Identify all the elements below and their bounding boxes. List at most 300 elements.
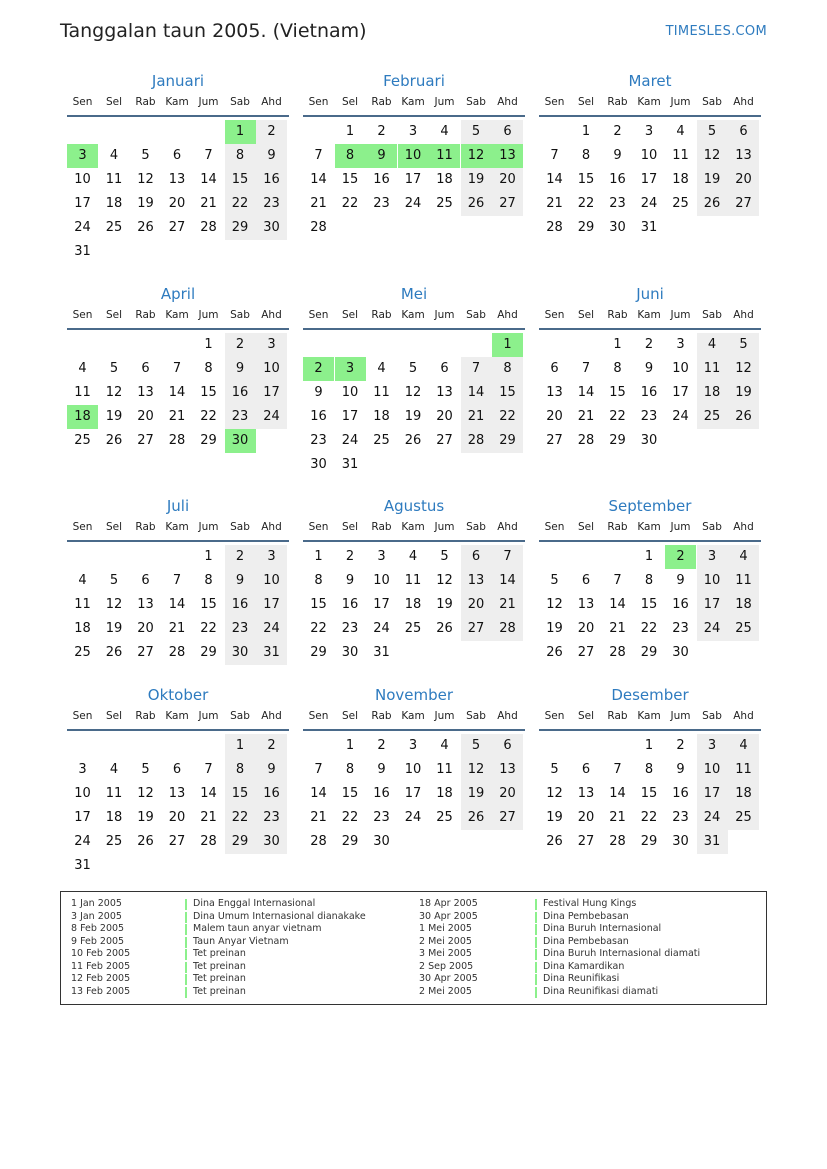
day-cell[interactable]: 30	[341, 645, 359, 660]
day-cell[interactable]: 23	[373, 196, 390, 211]
day-cell[interactable]: 31	[74, 244, 91, 259]
day-cell[interactable]: 19	[137, 196, 154, 211]
day-cell[interactable]: 12	[105, 385, 123, 400]
day-cell[interactable]: 26	[546, 834, 563, 849]
day-cell[interactable]: 24	[341, 433, 359, 448]
day-cell[interactable]: 18	[735, 786, 752, 801]
day-cell[interactable]: 28	[168, 645, 186, 660]
day-cell[interactable]: 17	[404, 786, 422, 801]
day-cell[interactable]: 29	[231, 834, 249, 849]
day-cell[interactable]: 5	[471, 124, 481, 139]
day-cell[interactable]: 22	[231, 810, 249, 825]
day-cell[interactable]: 31	[74, 858, 91, 873]
day-cell[interactable]: 17	[672, 385, 689, 400]
day-cell[interactable]: 23	[609, 196, 626, 211]
day-cell[interactable]: 22	[640, 621, 658, 636]
day-cell[interactable]: 3	[267, 337, 276, 352]
day-cell[interactable]: 16	[231, 597, 249, 612]
day-cell[interactable]: 11	[735, 762, 752, 777]
day-cell[interactable]: 7	[204, 762, 213, 777]
holiday-day-cell[interactable]: 18	[67, 405, 98, 429]
day-cell[interactable]: 18	[436, 172, 453, 187]
day-cell[interactable]: 9	[676, 762, 685, 777]
day-cell[interactable]: 1	[581, 124, 591, 139]
day-cell[interactable]: 10	[263, 361, 280, 376]
day-cell[interactable]: 16	[373, 786, 390, 801]
day-cell[interactable]: 6	[440, 361, 449, 376]
day-cell[interactable]: 19	[404, 409, 422, 424]
holiday-day-cell[interactable]: 12	[461, 144, 492, 168]
day-cell[interactable]: 27	[137, 433, 154, 448]
day-cell[interactable]: 11	[74, 597, 91, 612]
holiday-day-cell[interactable]: 13	[492, 144, 523, 168]
day-cell[interactable]: 18	[373, 409, 390, 424]
day-cell[interactable]: 16	[310, 409, 327, 424]
day-cell[interactable]: 15	[609, 385, 626, 400]
day-cell[interactable]: 6	[739, 124, 748, 139]
day-cell[interactable]: 4	[78, 361, 87, 376]
day-cell[interactable]: 6	[581, 573, 591, 588]
holiday-day-cell[interactable]: 1	[225, 120, 256, 144]
day-cell[interactable]: 29	[231, 220, 249, 235]
day-cell[interactable]: 7	[581, 361, 591, 376]
day-cell[interactable]: 25	[436, 196, 453, 211]
day-cell[interactable]: 28	[310, 834, 327, 849]
day-cell[interactable]: 14	[168, 385, 186, 400]
day-cell[interactable]: 14	[609, 597, 626, 612]
day-cell[interactable]: 27	[467, 621, 485, 636]
day-cell[interactable]: 10	[263, 573, 280, 588]
day-cell[interactable]: 4	[109, 762, 119, 777]
day-cell[interactable]: 26	[404, 433, 422, 448]
day-cell[interactable]: 30	[609, 220, 626, 235]
day-cell[interactable]: 30	[263, 220, 280, 235]
day-cell[interactable]: 14	[168, 597, 186, 612]
day-cell[interactable]: 7	[314, 148, 323, 163]
day-cell[interactable]: 28	[546, 220, 563, 235]
day-cell[interactable]: 17	[74, 810, 91, 825]
day-cell[interactable]: 20	[499, 172, 516, 187]
day-cell[interactable]: 28	[609, 645, 626, 660]
day-cell[interactable]: 14	[609, 786, 626, 801]
day-cell[interactable]: 2	[267, 738, 276, 753]
day-cell[interactable]: 19	[735, 385, 752, 400]
day-cell[interactable]: 28	[467, 433, 485, 448]
day-cell[interactable]: 24	[640, 196, 658, 211]
day-cell[interactable]: 19	[137, 810, 154, 825]
day-cell[interactable]: 23	[640, 409, 658, 424]
day-cell[interactable]: 17	[341, 409, 359, 424]
day-cell[interactable]: 11	[735, 573, 752, 588]
day-cell[interactable]: 12	[735, 361, 752, 376]
day-cell[interactable]: 1	[345, 124, 355, 139]
day-cell[interactable]: 26	[703, 196, 721, 211]
day-cell[interactable]: 5	[141, 762, 150, 777]
day-cell[interactable]: 8	[581, 148, 591, 163]
holiday-day-cell[interactable]: 8	[335, 144, 366, 168]
day-cell[interactable]: 21	[609, 621, 626, 636]
day-cell[interactable]: 29	[200, 433, 217, 448]
day-cell[interactable]: 3	[267, 549, 276, 564]
day-cell[interactable]: 1	[644, 549, 654, 564]
day-cell[interactable]: 18	[105, 196, 123, 211]
day-cell[interactable]: 3	[377, 549, 386, 564]
day-cell[interactable]: 5	[109, 573, 119, 588]
day-cell[interactable]: 13	[577, 597, 595, 612]
day-cell[interactable]: 2	[235, 549, 245, 564]
day-cell[interactable]: 4	[440, 124, 449, 139]
day-cell[interactable]: 15	[499, 385, 516, 400]
day-cell[interactable]: 16	[672, 597, 689, 612]
day-cell[interactable]: 14	[310, 786, 327, 801]
day-cell[interactable]: 9	[377, 762, 386, 777]
day-cell[interactable]: 6	[141, 361, 150, 376]
day-cell[interactable]: 19	[105, 409, 123, 424]
day-cell[interactable]: 27	[577, 645, 595, 660]
day-cell[interactable]: 24	[74, 834, 91, 849]
day-cell[interactable]: 2	[676, 738, 685, 753]
day-cell[interactable]: 24	[263, 409, 280, 424]
day-cell[interactable]: 18	[672, 172, 689, 187]
day-cell[interactable]: 27	[137, 645, 154, 660]
day-cell[interactable]: 8	[345, 762, 355, 777]
day-cell[interactable]: 4	[676, 124, 685, 139]
day-cell[interactable]: 23	[373, 810, 390, 825]
day-cell[interactable]: 15	[231, 786, 249, 801]
day-cell[interactable]: 9	[235, 361, 245, 376]
day-cell[interactable]: 13	[499, 762, 516, 777]
day-cell[interactable]: 29	[499, 433, 516, 448]
day-cell[interactable]: 13	[168, 172, 186, 187]
day-cell[interactable]: 26	[137, 220, 154, 235]
day-cell[interactable]: 31	[341, 457, 359, 472]
day-cell[interactable]: 17	[703, 597, 721, 612]
day-cell[interactable]: 29	[200, 645, 217, 660]
day-cell[interactable]: 17	[703, 786, 721, 801]
day-cell[interactable]: 28	[499, 621, 516, 636]
day-cell[interactable]: 24	[404, 196, 422, 211]
day-cell[interactable]: 10	[373, 573, 390, 588]
day-cell[interactable]: 20	[137, 409, 154, 424]
day-cell[interactable]: 9	[267, 148, 276, 163]
day-cell[interactable]: 11	[105, 786, 123, 801]
day-cell[interactable]: 26	[436, 621, 453, 636]
day-cell[interactable]: 3	[644, 124, 654, 139]
day-cell[interactable]: 24	[74, 220, 91, 235]
day-cell[interactable]: 21	[168, 621, 186, 636]
day-cell[interactable]: 30	[640, 433, 658, 448]
holiday-day-cell[interactable]: 3	[335, 357, 366, 381]
day-cell[interactable]: 23	[263, 810, 280, 825]
holiday-day-cell[interactable]: 11	[429, 144, 460, 168]
day-cell[interactable]: 25	[105, 220, 123, 235]
day-cell[interactable]: 16	[263, 786, 280, 801]
day-cell[interactable]: 6	[172, 762, 182, 777]
day-cell[interactable]: 5	[739, 337, 748, 352]
day-cell[interactable]: 22	[640, 810, 658, 825]
day-cell[interactable]: 14	[200, 786, 217, 801]
day-cell[interactable]: 27	[546, 433, 563, 448]
day-cell[interactable]: 4	[707, 337, 717, 352]
day-cell[interactable]: 21	[310, 810, 327, 825]
day-cell[interactable]: 5	[440, 549, 449, 564]
day-cell[interactable]: 6	[581, 762, 591, 777]
day-cell[interactable]: 15	[310, 597, 327, 612]
day-cell[interactable]: 28	[310, 220, 327, 235]
day-cell[interactable]: 19	[546, 810, 563, 825]
day-cell[interactable]: 17	[74, 196, 91, 211]
day-cell[interactable]: 29	[577, 220, 595, 235]
day-cell[interactable]: 21	[499, 597, 516, 612]
day-cell[interactable]: 3	[78, 762, 87, 777]
day-cell[interactable]: 4	[739, 549, 748, 564]
day-cell[interactable]: 5	[707, 124, 717, 139]
day-cell[interactable]: 17	[404, 172, 422, 187]
day-cell[interactable]: 28	[577, 433, 595, 448]
day-cell[interactable]: 29	[640, 645, 658, 660]
day-cell[interactable]: 3	[707, 549, 717, 564]
day-cell[interactable]: 13	[546, 385, 563, 400]
day-cell[interactable]: 23	[263, 196, 280, 211]
day-cell[interactable]: 19	[467, 172, 485, 187]
day-cell[interactable]: 19	[436, 597, 453, 612]
day-cell[interactable]: 1	[204, 337, 213, 352]
day-cell[interactable]: 20	[168, 196, 186, 211]
day-cell[interactable]: 5	[471, 738, 481, 753]
day-cell[interactable]: 9	[345, 573, 355, 588]
day-cell[interactable]: 26	[735, 409, 752, 424]
day-cell[interactable]: 22	[310, 621, 327, 636]
day-cell[interactable]: 20	[436, 409, 453, 424]
day-cell[interactable]: 17	[263, 597, 280, 612]
holiday-day-cell[interactable]: 10	[398, 144, 429, 168]
day-cell[interactable]: 27	[499, 810, 516, 825]
day-cell[interactable]: 10	[703, 762, 721, 777]
day-cell[interactable]: 18	[703, 385, 721, 400]
day-cell[interactable]: 6	[503, 738, 512, 753]
day-cell[interactable]: 20	[467, 597, 485, 612]
day-cell[interactable]: 24	[404, 810, 422, 825]
day-cell[interactable]: 25	[404, 621, 422, 636]
day-cell[interactable]: 21	[467, 409, 485, 424]
day-cell[interactable]: 4	[78, 573, 87, 588]
day-cell[interactable]: 6	[172, 148, 182, 163]
day-cell[interactable]: 15	[231, 172, 249, 187]
day-cell[interactable]: 15	[341, 172, 359, 187]
day-cell[interactable]: 28	[200, 834, 217, 849]
holiday-day-cell[interactable]: 3	[67, 144, 98, 168]
day-cell[interactable]: 6	[503, 124, 512, 139]
day-cell[interactable]: 8	[235, 762, 245, 777]
day-cell[interactable]: 18	[74, 621, 91, 636]
day-cell[interactable]: 21	[200, 196, 217, 211]
day-cell[interactable]: 20	[137, 621, 154, 636]
day-cell[interactable]: 31	[703, 834, 721, 849]
day-cell[interactable]: 30	[310, 457, 327, 472]
day-cell[interactable]: 27	[499, 196, 516, 211]
day-cell[interactable]: 1	[345, 738, 355, 753]
day-cell[interactable]: 28	[168, 433, 186, 448]
day-cell[interactable]: 7	[613, 762, 622, 777]
day-cell[interactable]: 8	[644, 762, 654, 777]
day-cell[interactable]: 2	[235, 337, 245, 352]
day-cell[interactable]: 3	[408, 124, 418, 139]
day-cell[interactable]: 11	[404, 573, 422, 588]
day-cell[interactable]: 14	[200, 172, 217, 187]
day-cell[interactable]: 25	[672, 196, 689, 211]
day-cell[interactable]: 10	[74, 172, 91, 187]
day-cell[interactable]: 5	[141, 148, 150, 163]
day-cell[interactable]: 7	[172, 573, 182, 588]
day-cell[interactable]: 14	[467, 385, 485, 400]
day-cell[interactable]: 4	[109, 148, 119, 163]
day-cell[interactable]: 14	[577, 385, 595, 400]
day-cell[interactable]: 17	[373, 597, 390, 612]
day-cell[interactable]: 16	[231, 385, 249, 400]
day-cell[interactable]: 7	[314, 762, 323, 777]
day-cell[interactable]: 1	[204, 549, 213, 564]
day-cell[interactable]: 20	[577, 621, 595, 636]
day-cell[interactable]: 2	[377, 738, 386, 753]
day-cell[interactable]: 15	[200, 597, 217, 612]
day-cell[interactable]: 9	[644, 361, 654, 376]
day-cell[interactable]: 11	[373, 385, 390, 400]
day-cell[interactable]: 12	[546, 786, 563, 801]
day-cell[interactable]: 20	[546, 409, 563, 424]
day-cell[interactable]: 18	[436, 786, 453, 801]
day-cell[interactable]: 13	[577, 786, 595, 801]
day-cell[interactable]: 8	[314, 573, 323, 588]
holiday-day-cell[interactable]: 2	[303, 357, 334, 381]
day-cell[interactable]: 11	[703, 361, 721, 376]
day-cell[interactable]: 30	[231, 645, 249, 660]
day-cell[interactable]: 6	[471, 549, 481, 564]
day-cell[interactable]: 7	[503, 549, 512, 564]
day-cell[interactable]: 25	[703, 409, 721, 424]
day-cell[interactable]: 1	[644, 738, 654, 753]
day-cell[interactable]: 28	[609, 834, 626, 849]
day-cell[interactable]: 25	[105, 834, 123, 849]
day-cell[interactable]: 20	[499, 786, 516, 801]
day-cell[interactable]: 19	[467, 786, 485, 801]
day-cell[interactable]: 24	[672, 409, 689, 424]
day-cell[interactable]: 2	[267, 124, 276, 139]
day-cell[interactable]: 5	[550, 762, 559, 777]
day-cell[interactable]: 8	[503, 361, 512, 376]
day-cell[interactable]: 29	[310, 645, 327, 660]
day-cell[interactable]: 26	[467, 196, 485, 211]
day-cell[interactable]: 16	[341, 597, 359, 612]
day-cell[interactable]: 25	[74, 433, 91, 448]
day-cell[interactable]: 21	[310, 196, 327, 211]
day-cell[interactable]: 6	[550, 361, 559, 376]
day-cell[interactable]: 16	[640, 385, 658, 400]
day-cell[interactable]: 29	[640, 834, 658, 849]
day-cell[interactable]: 22	[200, 621, 217, 636]
day-cell[interactable]: 13	[137, 385, 154, 400]
day-cell[interactable]: 31	[640, 220, 658, 235]
day-cell[interactable]: 22	[577, 196, 595, 211]
day-cell[interactable]: 22	[499, 409, 516, 424]
day-cell[interactable]: 5	[408, 361, 418, 376]
day-cell[interactable]: 15	[341, 786, 359, 801]
day-cell[interactable]: 14	[546, 172, 563, 187]
day-cell[interactable]: 22	[200, 409, 217, 424]
day-cell[interactable]: 21	[200, 810, 217, 825]
day-cell[interactable]: 12	[546, 597, 563, 612]
day-cell[interactable]: 12	[404, 385, 422, 400]
holiday-day-cell[interactable]: 9	[366, 144, 397, 168]
day-cell[interactable]: 16	[263, 172, 280, 187]
day-cell[interactable]: 23	[310, 433, 327, 448]
day-cell[interactable]: 13	[137, 597, 154, 612]
day-cell[interactable]: 20	[577, 810, 595, 825]
day-cell[interactable]: 9	[676, 573, 685, 588]
day-cell[interactable]: 23	[672, 810, 689, 825]
day-cell[interactable]: 10	[703, 573, 721, 588]
day-cell[interactable]: 2	[613, 124, 622, 139]
day-cell[interactable]: 1	[235, 738, 245, 753]
day-cell[interactable]: 14	[310, 172, 327, 187]
day-cell[interactable]: 25	[735, 810, 752, 825]
day-cell[interactable]: 25	[735, 621, 752, 636]
day-cell[interactable]: 8	[235, 148, 245, 163]
day-cell[interactable]: 27	[577, 834, 595, 849]
day-cell[interactable]: 15	[200, 385, 217, 400]
holiday-day-cell[interactable]: 2	[665, 545, 696, 569]
day-cell[interactable]: 27	[168, 834, 186, 849]
day-cell[interactable]: 12	[436, 573, 453, 588]
day-cell[interactable]: 10	[74, 786, 91, 801]
day-cell[interactable]: 5	[109, 361, 119, 376]
day-cell[interactable]: 21	[609, 810, 626, 825]
day-cell[interactable]: 28	[200, 220, 217, 235]
day-cell[interactable]: 9	[314, 385, 323, 400]
day-cell[interactable]: 4	[739, 738, 748, 753]
day-cell[interactable]: 15	[640, 786, 658, 801]
day-cell[interactable]: 25	[74, 645, 91, 660]
day-cell[interactable]: 17	[640, 172, 658, 187]
day-cell[interactable]: 16	[672, 786, 689, 801]
day-cell[interactable]: 19	[703, 172, 721, 187]
day-cell[interactable]: 23	[231, 621, 249, 636]
day-cell[interactable]: 12	[137, 786, 154, 801]
day-cell[interactable]: 6	[141, 573, 150, 588]
day-cell[interactable]: 18	[735, 597, 752, 612]
day-cell[interactable]: 31	[373, 645, 390, 660]
day-cell[interactable]: 19	[546, 621, 563, 636]
day-cell[interactable]: 22	[341, 196, 359, 211]
day-cell[interactable]: 20	[735, 172, 752, 187]
day-cell[interactable]: 12	[105, 597, 123, 612]
day-cell[interactable]: 30	[672, 645, 689, 660]
day-cell[interactable]: 27	[735, 196, 752, 211]
day-cell[interactable]: 17	[263, 385, 280, 400]
day-cell[interactable]: 8	[204, 361, 213, 376]
day-cell[interactable]: 26	[467, 810, 485, 825]
day-cell[interactable]: 7	[471, 361, 481, 376]
day-cell[interactable]: 13	[735, 148, 752, 163]
day-cell[interactable]: 18	[105, 810, 123, 825]
day-cell[interactable]: 30	[263, 834, 280, 849]
day-cell[interactable]: 13	[467, 573, 485, 588]
day-cell[interactable]: 2	[644, 337, 654, 352]
day-cell[interactable]: 7	[204, 148, 213, 163]
day-cell[interactable]: 20	[168, 810, 186, 825]
day-cell[interactable]: 27	[168, 220, 186, 235]
day-cell[interactable]: 26	[105, 433, 123, 448]
day-cell[interactable]: 24	[373, 621, 390, 636]
